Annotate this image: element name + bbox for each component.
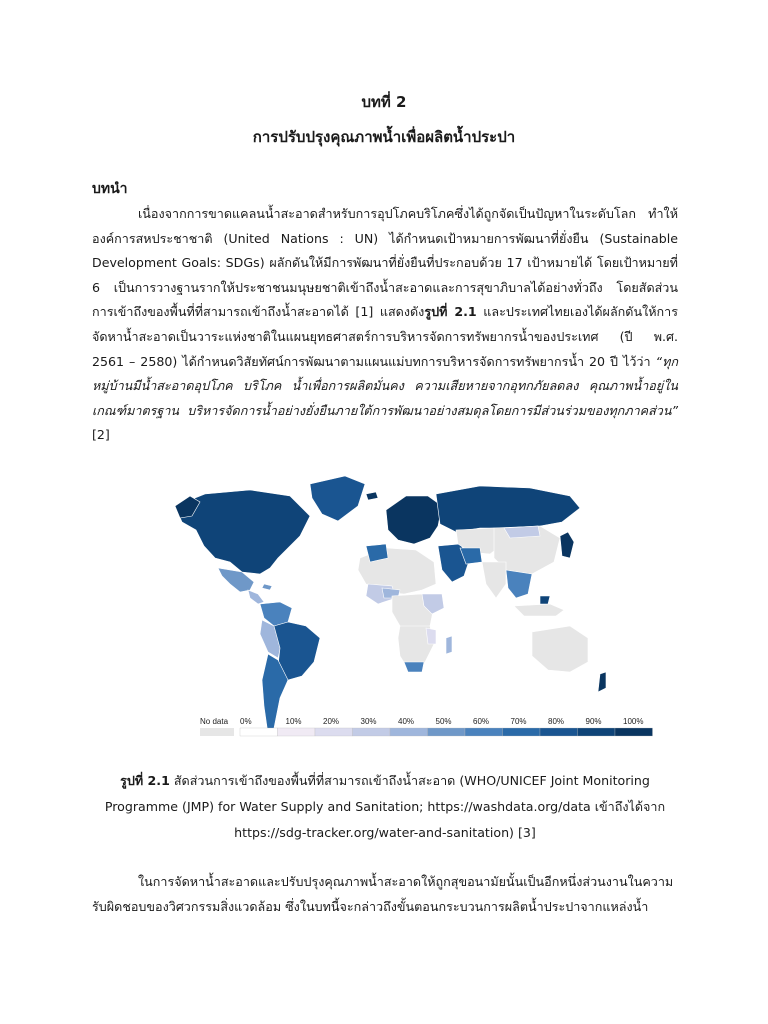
caption-text: สัดส่วนการเข้าถึงของพื้นที่ที่สามารถเข้าถึงน้ำสะอาด (WHO/UNICEF Joint Monitoring Programme (JMP) for Water Supply and Sanitation; https://washdata.org/data เข้าถึงได้จาก https://sdg-tracker.org/water-and-sanitation) [3]: [104, 773, 666, 840]
intro-paragraph: [92, 202, 678, 448]
chapter-heading: บทที่ 2: [361, 93, 407, 111]
legend-label-3: 30%: [360, 717, 377, 726]
legend-swatch-2: [315, 728, 353, 736]
map-mongolia: [504, 526, 540, 538]
section-heading: บทนำ: [92, 181, 128, 197]
legend-swatch-10: [615, 728, 653, 736]
legend-label-8: 80%: [548, 717, 565, 726]
legend-label-7: 70%: [510, 717, 527, 726]
legend-label-4: 40%: [398, 717, 415, 726]
map-mozambique: [426, 628, 436, 644]
intro-text-part2: และประเทศไทยเองได้ผลักดันให้การจัดหาน้ำสะอาดเป็นวาระแห่งชาติในแผนยุทธศาสตร์การบริหารจัดการทรัพยากรน้ำของประเทศ (ปี พ.ศ. 2561 – 2580) ได้กำหนดวิสัยทัศน์การพัฒนาตามแผนแม่บทการบริหารจัดการทรัพยากรน้ำ 20 ปี ไว้ว่า: [92, 304, 678, 369]
legend-label-0: 0%: [240, 717, 252, 726]
figure-caption: [92, 768, 678, 846]
world-water-access-map: [160, 466, 644, 756]
legend-swatch-6: [465, 728, 503, 736]
legend-label-2: 20%: [323, 717, 340, 726]
vision-quote: “ทุกหมู่บ้านมีน้ำสะอาดอุปโภค บริโภค น้ำเพื่อการผลิตมั่นคง ความเสียหายจากอุทกภัยลดลง คุณภาพน้ำอยู่ในเกณฑ์มาตรฐาน บริหารจัดการน้ำอย่างยั่งยืนภายใต้การพัฒนาอย่างสมดุลโดยการมีส่วนร่วมของทุกภาคส่วน”: [92, 353, 678, 418]
legend-swatch-8: [540, 728, 578, 736]
citation-ref: [2]: [92, 427, 110, 443]
legend-label-9: 90%: [585, 717, 602, 726]
legend-swatch-7: [503, 728, 541, 736]
map-malaysia: [540, 596, 550, 604]
legend-label-6: 60%: [473, 717, 490, 726]
caption-label: รูปที่ 2.1: [120, 773, 170, 788]
legend-label-10: 100%: [623, 717, 644, 726]
legend-swatch-5: [428, 728, 466, 736]
figure-reference: รูปที่ 2.1: [424, 304, 477, 320]
legend-swatch-3: [353, 728, 391, 736]
legend-swatch-1: [278, 728, 316, 736]
legend-label-5: 50%: [435, 717, 452, 726]
legend-nodata-swatch: [200, 728, 234, 736]
closing-paragraph: ในการจัดหาน้ำสะอาดและปรับปรุงคุณภาพน้ำสะอาดให้ถูกสุขอนามัยนั้นเป็นอีกหนึ่งส่วนงานในความรับผิดชอบของวิศวกรรมสิ่งแวดล้อม ซึ่งในบทนี้จะกล่าวถึงขั้นตอนกระบวนการผลิตน้ำประปาจากแหล่งน้ำ: [92, 874, 674, 914]
legend-nodata-label: No data: [200, 717, 229, 726]
legend-label-1: 10%: [285, 717, 302, 726]
legend-swatch-0: [240, 728, 278, 736]
legend-swatch-9: [578, 728, 616, 736]
intro-text-part1: เนื่องจากการขาดแคลนน้ำสะอาดสำหรับการอุปโภคบริโภคซึ่งได้ถูกจัดเป็นปัญหาในระดับโลก ทำให้องค์การสหประชาชาติ (United Nations : UN) ได้กำหนดเป้าหมายการพัฒนาที่ยั่งยืน (Sustainable Development Goals: SDGs) ผลักดันให้มีการพัฒนาที่ยั่งยืนที่ประกอบด้วย 17 เป้าหมายได้ โดยเป้าหมายที่ 6 เป็นการวางฐานรากให้ประชาชนมนุษยชาติเข้าถึงน้ำสะอาดและการสุขาภิบาลได้อย่างทั่วถึง โดยสัดส่วนการเข้าถึงของพื้นที่ที่สามารถเข้าถึงน้ำสะอาดได้ [1] แสดงดัง: [92, 206, 678, 320]
legend-swatch-4: [390, 728, 428, 736]
chapter-title: การปรับปรุงคุณภาพน้ำเพื่อผลิตน้ำประปา: [252, 128, 516, 146]
map-madagascar: [446, 636, 452, 654]
